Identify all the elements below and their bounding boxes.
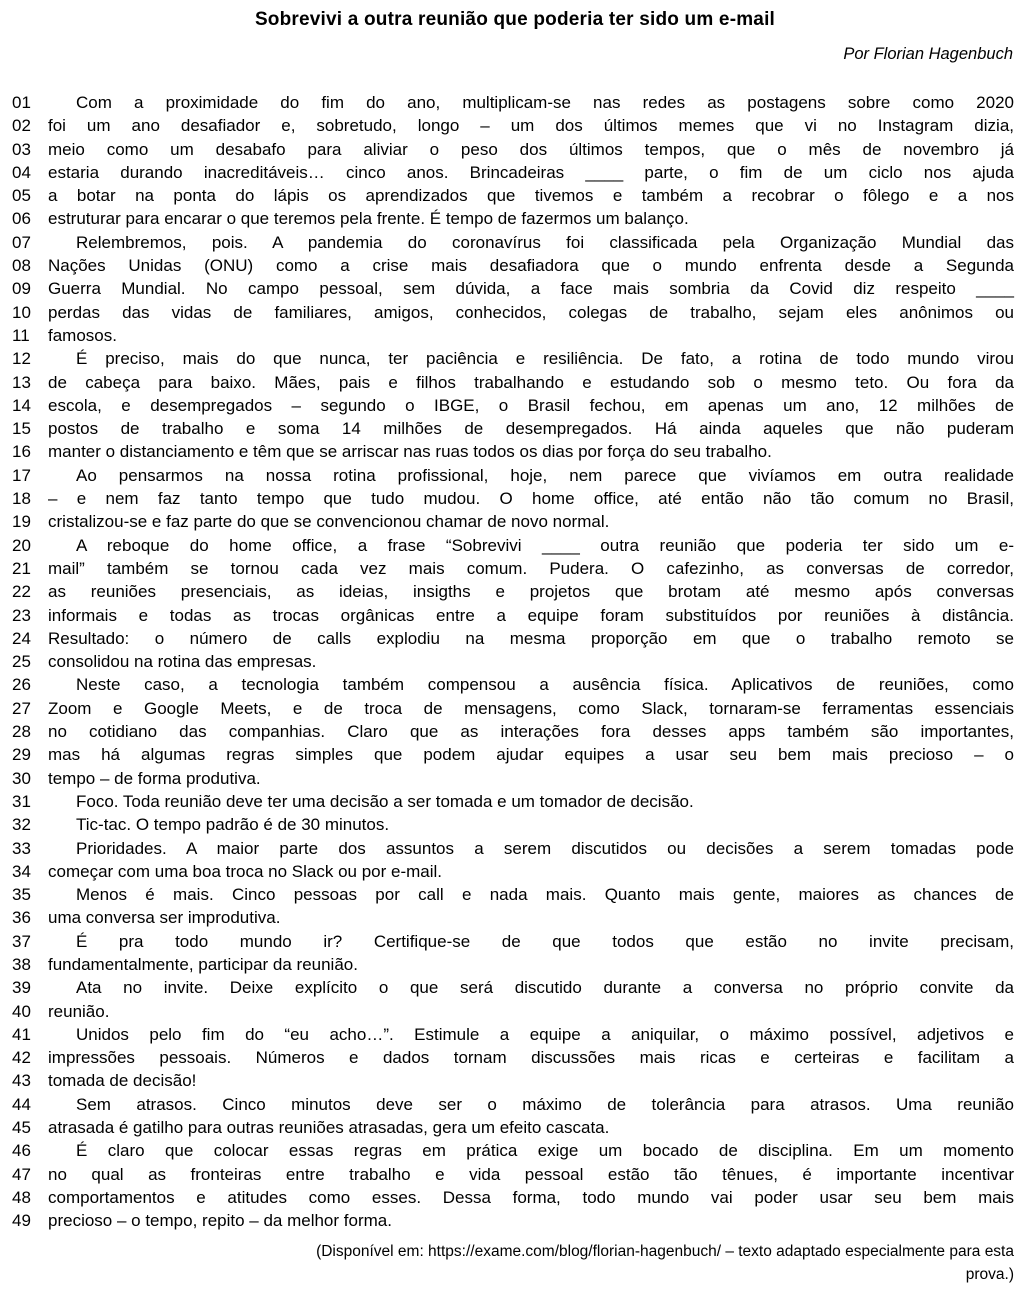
- text-line: [0, 301, 1030, 324]
- text-line: [0, 976, 1030, 999]
- line-text: É claro que colocar essas regras em prática exige um bocado de disciplina. Em um momento: [76, 1141, 1014, 1161]
- text-line: [0, 487, 1030, 510]
- line-text: consolidou na rotina das empresas.: [48, 652, 317, 672]
- line-text: no qual as fronteiras entre trabalho e vida pessoal estão tão tênues, é importante incentivar: [48, 1164, 1014, 1184]
- line-number: 11: [12, 325, 30, 345]
- line-text: Relembremos, pois. A pandemia do coronavírus foi classificada pela Organização Mundial das: [76, 232, 1014, 252]
- source-citation: [0, 1240, 1030, 1287]
- line-number: 16: [12, 442, 31, 462]
- text-line: [0, 906, 1030, 929]
- text-line: [0, 604, 1030, 627]
- text-line: [0, 1163, 1030, 1186]
- line-number: 14: [12, 395, 31, 415]
- line-number: 35: [12, 885, 31, 905]
- source-line: (Disponível em: https://exame.com/blog/florian-hagenbuch/ – texto adaptado especialmente para esta: [316, 1242, 1014, 1260]
- text-line: [0, 1023, 1030, 1046]
- line-number: 33: [12, 838, 31, 858]
- line-text: no cotidiano das companhias. Claro que as interações fora desses apps também são importantes,: [48, 722, 1014, 742]
- line-number: 49: [12, 1211, 31, 1231]
- line-number: 43: [12, 1071, 31, 1091]
- byline: Por Florian Hagenbuch: [843, 45, 1013, 63]
- text-line: [0, 1093, 1030, 1116]
- line-number: 08: [12, 256, 31, 276]
- line-number: 28: [12, 722, 31, 742]
- text-line: [0, 557, 1030, 580]
- text-line: [0, 580, 1030, 603]
- line-text: Menos é mais. Cinco pessoas por call e nada mais. Quanto mais gente, maiores as chances de: [76, 885, 1014, 905]
- text-line: [0, 860, 1030, 883]
- line-text: famosos.: [48, 325, 117, 345]
- line-number: 23: [12, 605, 31, 625]
- line-text: Com a proximidade do fim do ano, multiplicam-se nas redes as postagens sobre como 2020: [76, 93, 1014, 112]
- line-number: 32: [12, 815, 31, 835]
- line-number: 15: [12, 419, 31, 439]
- page-title: Sobrevivi a outra reunião que poderia ter sido um e-mail: [254, 9, 776, 30]
- line-text: tomada de decisão!: [48, 1071, 197, 1091]
- text-line: [0, 1186, 1030, 1209]
- text-line: [0, 464, 1030, 487]
- line-number: 22: [12, 582, 31, 602]
- line-text: Neste caso, a tecnologia também compensou a ausência física. Aplicativos de reuniões, como: [76, 675, 1014, 695]
- line-text: atrasada é gatilho para outras reuniões atrasadas, gera um efeito cascata.: [48, 1118, 610, 1138]
- line-number: 06: [12, 209, 31, 229]
- line-number: 02: [12, 116, 31, 136]
- text-line: [0, 673, 1030, 696]
- line-text: Ata no invite. Deixe explícito o que será discutido durante a conversa no próprio convite da: [76, 978, 1014, 998]
- text-line: [0, 534, 1030, 557]
- text-line: [0, 953, 1030, 976]
- text-line: [0, 837, 1030, 860]
- line-number: 01: [12, 93, 31, 112]
- line-text: – e nem faz tanto tempo que tudo mudou. O home office, até então não tão comum no Brasil,: [48, 489, 1014, 509]
- text-line: [0, 1139, 1030, 1162]
- line-text: reunião.: [48, 1001, 110, 1021]
- line-number: 04: [12, 162, 31, 182]
- line-number: 13: [12, 372, 31, 392]
- line-number: 34: [12, 861, 31, 881]
- text-line: [0, 138, 1030, 161]
- line-number: 10: [12, 302, 31, 322]
- text-line: [0, 184, 1030, 207]
- text-line: [0, 697, 1030, 720]
- line-text: postos de trabalho e soma 14 milhões de desempregados. Há ainda aqueles que não puderam: [48, 419, 1014, 439]
- line-text: Foco. Toda reunião deve ter uma decisão a ser tomada e um tomador de decisão.: [76, 791, 694, 811]
- line-text: comportamentos e atitudes como esses. Dessa forma, todo mundo vai poder usar seu bem mais: [48, 1187, 1014, 1207]
- text-line: [0, 277, 1030, 300]
- line-number: 26: [12, 675, 31, 695]
- text-line: [0, 394, 1030, 417]
- line-text: estaria durando inacreditáveis… cinco anos. Brincadeiras ____ parte, o fim de um ciclo nos ajuda: [48, 162, 1014, 182]
- text-line: [0, 161, 1030, 184]
- text-line: [0, 207, 1030, 230]
- line-text: Guerra Mundial. No campo pessoal, sem dúvida, a face mais sombria da Covid diz respeito ____: [48, 279, 1014, 299]
- text-line: [0, 440, 1030, 463]
- line-number: 30: [12, 768, 31, 788]
- line-text: Ao pensarmos na nossa rotina profissional, hoje, nem parece que vivíamos em outra realidade: [76, 465, 1014, 485]
- line-number: 46: [12, 1141, 31, 1161]
- line-number: 25: [12, 652, 31, 672]
- line-text: fundamentalmente, participar da reunião.: [48, 954, 358, 974]
- line-text: mail” também se tornou cada vez mais comum. Pudera. O cafezinho, as conversas de corredor,: [48, 558, 1014, 578]
- line-number: 38: [12, 954, 31, 974]
- line-text: tempo – de forma produtiva.: [48, 768, 261, 788]
- line-text: de cabeça para baixo. Mães, pais e filhos trabalhando e estudando sob o mesmo teto. Ou fora da: [48, 372, 1014, 392]
- line-text: A reboque do home office, a frase “Sobrevivi ____ outra reunião que poderia ter sido um e-: [76, 535, 1014, 555]
- line-number: 19: [12, 512, 31, 532]
- text-line: [0, 1116, 1030, 1139]
- line-number: 37: [12, 931, 31, 951]
- text-body: [0, 91, 1030, 1233]
- text-line: [0, 231, 1030, 254]
- line-number: 44: [12, 1094, 31, 1114]
- line-number: 48: [12, 1187, 31, 1207]
- text-line: [0, 1069, 1030, 1092]
- line-text: escola, e desempregados – segundo o IBGE, o Brasil fechou, em apenas um ano, 12 milhões de: [48, 395, 1014, 415]
- line-text: a botar na ponta do lápis os aprendizados que tivemos e também a recobrar o fôlego e a nos: [48, 186, 1014, 206]
- line-number: 27: [12, 698, 31, 718]
- text-line: [0, 91, 1030, 114]
- line-text: uma conversa ser improdutiva.: [48, 908, 281, 928]
- text-line: [0, 767, 1030, 790]
- line-number: 05: [12, 186, 31, 206]
- line-text: É pra todo mundo ir? Certifique-se de que todos que estão no invite precisam,: [76, 931, 1014, 951]
- line-text: começar com uma boa troca no Slack ou por e-mail.: [48, 861, 443, 881]
- text-line: [0, 1000, 1030, 1023]
- line-number: 20: [12, 535, 31, 555]
- line-text: Zoom e Google Meets, e de troca de mensagens, como Slack, tornaram-se ferramentas essenciais: [48, 698, 1014, 718]
- line-text: estruturar para encarar o que teremos pela frente. É tempo de fazermos um balanço.: [48, 209, 689, 229]
- text-line: [0, 254, 1030, 277]
- line-number: 17: [12, 465, 31, 485]
- line-text: Unidos pelo fim do “eu acho…”. Estimule a equipe a aniquilar, o máximo possível, adjetivos e: [76, 1024, 1014, 1044]
- text-line: [0, 813, 1030, 836]
- line-text: precioso – o tempo, repito – da melhor forma.: [48, 1211, 392, 1231]
- line-text: as reuniões presenciais, as ideias, insigths e projetos que brotam até mesmo após conversas: [48, 582, 1014, 602]
- line-text: Nações Unidas (ONU) como a crise mais desafiadora que o mundo enfrenta desde a Segunda: [48, 256, 1014, 276]
- text-line: [0, 371, 1030, 394]
- line-text: É preciso, mais do que nunca, ter paciência e resiliência. De fato, a rotina de todo mundo virou: [76, 349, 1014, 369]
- text-line: [0, 627, 1030, 650]
- line-number: 03: [12, 139, 31, 159]
- text-line: [0, 417, 1030, 440]
- text-line: [0, 347, 1030, 370]
- line-text: impressões pessoais. Números e dados tornam discussões mais ricas e certeiras e facilitam a: [48, 1048, 1014, 1068]
- line-text: perdas das vidas de familiares, amigos, conhecidos, colegas de trabalho, sejam eles anônimos ou: [48, 302, 1014, 322]
- line-number: 21: [12, 558, 31, 578]
- line-number: 29: [12, 745, 31, 765]
- line-number: 07: [12, 232, 31, 252]
- line-number: 42: [12, 1048, 31, 1068]
- text-line: [0, 1209, 1030, 1232]
- line-number: 41: [12, 1024, 31, 1044]
- line-number: 24: [12, 628, 31, 648]
- line-number: 36: [12, 908, 31, 928]
- text-line: [0, 930, 1030, 953]
- line-text: Sem atrasos. Cinco minutos deve ser o máximo de tolerância para atrasos. Uma reunião: [76, 1094, 1014, 1114]
- text-line: [0, 510, 1030, 533]
- line-number: 09: [12, 279, 31, 299]
- line-text: cristalizou-se e faz parte do que se convencionou chamar de novo normal.: [48, 512, 610, 532]
- text-line: [0, 883, 1030, 906]
- line-number: 39: [12, 978, 31, 998]
- text-line: [0, 720, 1030, 743]
- line-text: mas há algumas regras simples que podem ajudar equipes a usar seu bem mais precioso – o: [48, 745, 1014, 765]
- text-line: [0, 324, 1030, 347]
- line-number: 31: [12, 791, 31, 811]
- line-number: 45: [12, 1118, 31, 1138]
- text-line: [0, 790, 1030, 813]
- text-line: [0, 1046, 1030, 1069]
- line-number: 12: [12, 349, 31, 369]
- line-number: 40: [12, 1001, 31, 1021]
- text-line: [0, 743, 1030, 766]
- line-text: Resultado: o número de calls explodiu na mesma proporção em que o trabalho remoto se: [48, 628, 1014, 648]
- line-text: Tic-tac. O tempo padrão é de 30 minutos.: [76, 815, 390, 835]
- line-text: foi um ano desafiador e, sobretudo, longo – um dos últimos memes que vi no Instagram dizia,: [48, 116, 1014, 136]
- text-line: [0, 114, 1030, 137]
- line-text: manter o distanciamento e têm que se arriscar nas ruas todos os dias por força do seu trabalho.: [48, 442, 772, 462]
- source-line: prova.): [965, 1266, 1014, 1284]
- line-number: 18: [12, 489, 31, 509]
- line-number: 47: [12, 1164, 31, 1184]
- line-text: Prioridades. A maior parte dos assuntos a serem discutidos ou decisões a serem tomadas pode: [76, 838, 1014, 858]
- line-text: informais e todas as trocas orgânicas entre a equipe foram substituídos por reuniões à distância.: [48, 605, 1014, 625]
- line-text: meio como um desabafo para aliviar o peso dos últimos tempos, que o mês de novembro já: [48, 139, 1014, 159]
- text-line: [0, 650, 1030, 673]
